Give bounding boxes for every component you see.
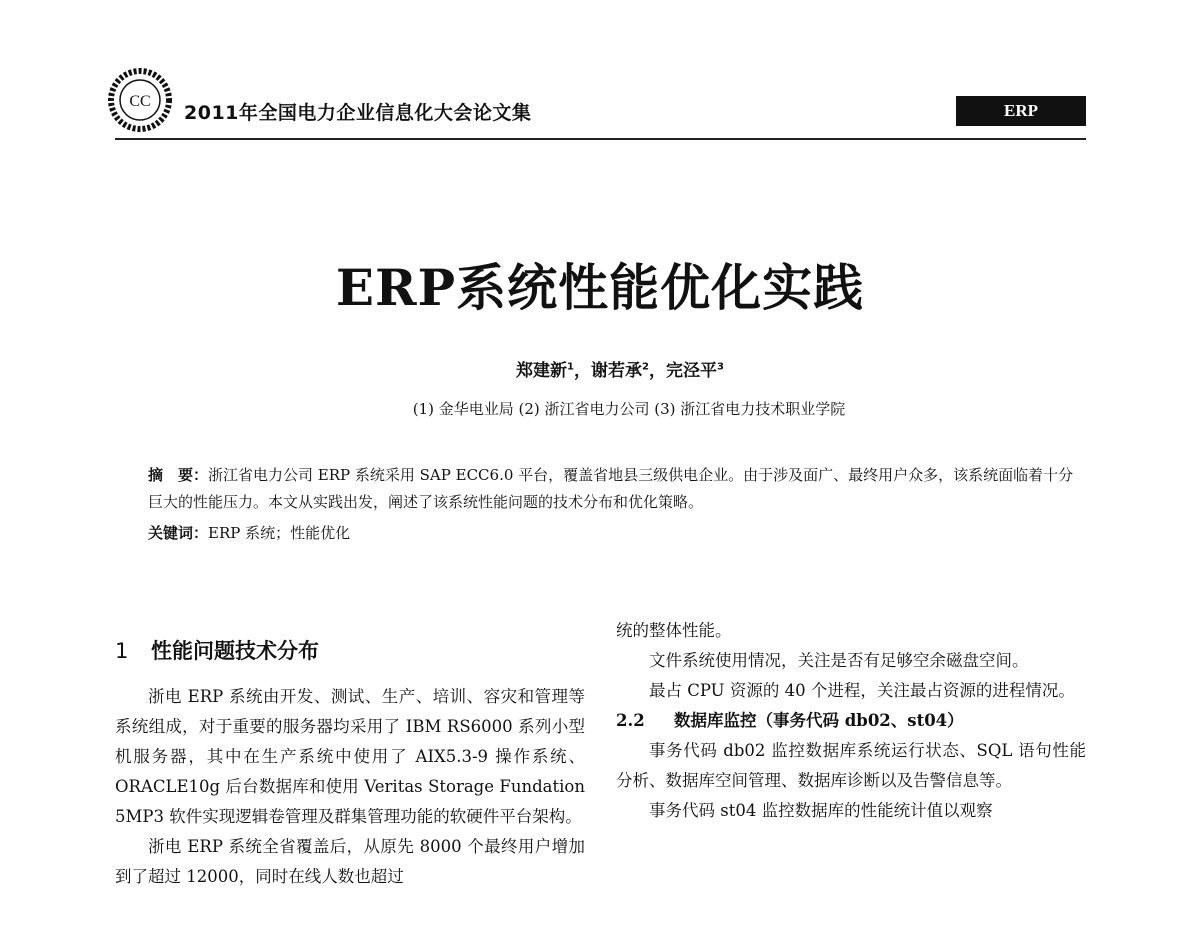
author-name: 郑建新: [516, 361, 568, 381]
body-paragraph: 事务代码 db02 监控数据库系统运行状态、SQL 语句性能分析、数据库空间管理、数据库诊断以及告警信息等。: [616, 741, 1086, 790]
author-name: 完泾平: [665, 361, 717, 381]
body-paragraph: 浙电 ERP 系统全省覆盖后，从原先 8000 个最终用户增加到了超过 12000，同时在线人数也超过: [115, 837, 585, 886]
body-paragraph: 浙电 ERP 系统由开发、测试、生产、培训、容灾和管理等系统组成，对于重要的服务器均采用了 IBM RS6000 系列小型机服务器，其中在生产系统中使用了 AIX5.3-9 操作系统、ORACLE10g 后台数据库和使用 Veritas Storage Fundation 5MP3 软件实现逻辑卷管理及群集管理功能的软硬件平台架构。: [115, 687, 585, 826]
body-paragraph: 事务代码 st04 监控数据库的性能统计值以观察: [649, 801, 993, 820]
abstract: [148, 462, 1086, 516]
author-affiliation-mark: 3: [716, 361, 724, 373]
conference-logo: [108, 68, 172, 132]
subsection-number: 2.2: [616, 711, 645, 730]
section-title: 性能问题技术分布: [151, 639, 319, 663]
body-paragraph-continued: 统的整体性能。: [616, 621, 732, 640]
keywords-text: ERP 系统；性能优化: [208, 524, 351, 542]
left-column: [115, 636, 585, 892]
author-affiliation-mark: 1: [567, 361, 575, 373]
affiliations: (1) 金华电业局 (2) 浙江省电力公司 (3) 浙江省电力技术职业学院: [412, 400, 846, 418]
abstract-label: 摘 要：: [148, 466, 209, 484]
author-list: [0, 356, 1200, 381]
author-name: 谢若承: [591, 361, 643, 381]
body-paragraph: 最占 CPU 资源的 40 个进程，关注最占资源的进程情况。: [649, 681, 1075, 700]
keywords: [148, 520, 1086, 547]
paper-title: ERP系统性能优化实践: [335, 258, 865, 317]
keywords-label: 关键词：: [148, 524, 209, 542]
section-heading: [115, 636, 585, 666]
section-tag: ERP: [956, 96, 1086, 126]
right-column: [616, 616, 1086, 826]
subsection-heading: [616, 706, 1086, 736]
header-divider: [115, 138, 1086, 140]
author-separator: ，: [574, 361, 592, 381]
section-number: 1: [115, 639, 129, 663]
abstract-text: 浙江省电力公司 ERP 系统采用 SAP ECC6.0 平台，覆盖省地县三级供电企业。由于涉及面广、最终用户众多，该系统面临着十分巨大的性能压力。本文从实践出发，阐述了该系统性能问题的技术分布和优化策略。: [148, 466, 1074, 511]
logo-text: CC: [129, 93, 151, 110]
conference-title: 2011年全国电力企业信息化大会论文集: [184, 102, 532, 124]
body-paragraph: 文件系统使用情况，关注是否有足够空余磁盘空间。: [649, 651, 1029, 670]
subsection-title: 数据库监控（事务代码 db02、st04）: [674, 711, 964, 730]
author-separator: ，: [648, 361, 666, 381]
author-affiliation-mark: 2: [642, 361, 649, 373]
